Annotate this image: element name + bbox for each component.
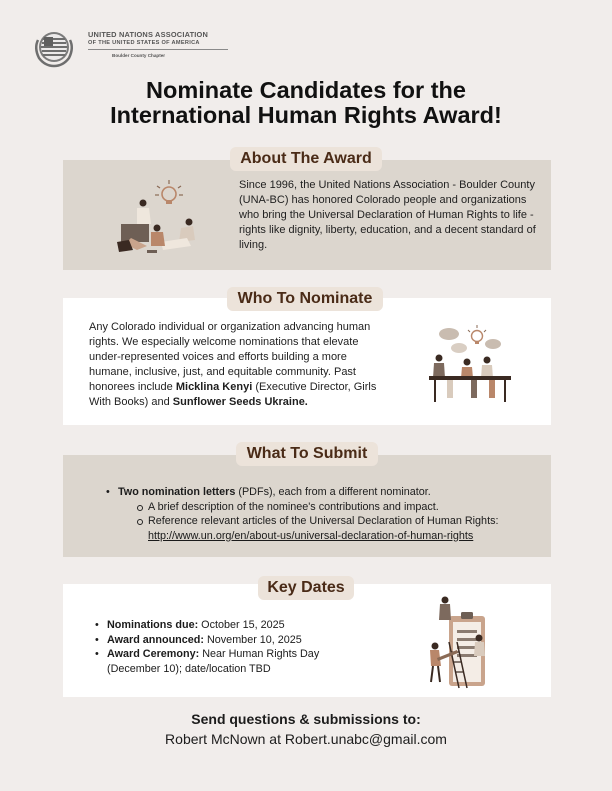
- submit-heading: What To Submit: [236, 442, 378, 466]
- date-value: November 10, 2025: [203, 633, 302, 646]
- submit-sub-item-2: [136, 514, 498, 543]
- date-label: Nominations due:: [107, 619, 199, 631]
- submit-list: [106, 485, 498, 543]
- org-subtitle: OF THE UNITED STATES OF AMERICA: [88, 40, 200, 46]
- submit-sub-item-2-text: Reference relevant articles of the Universal Declaration of Human Rights:: [148, 515, 499, 527]
- date-item-nominations: [95, 618, 319, 633]
- about-text: Since 1996, the United Nations Association - Boulder County (UNA-BC) has honored Colorado people and organizations who bring the Universal Declaration of Human Rights to life - rights like dignity, liberty, education, and a decent standard of living.: [239, 179, 536, 251]
- about-heading: About The Award: [230, 147, 382, 171]
- page-title-line1: Nominate Candidates for the: [146, 77, 466, 103]
- submit-section: [63, 455, 551, 557]
- submit-sub-item-1: A brief description of the nominee's contributions and impact.: [136, 500, 498, 515]
- date-value: October 15, 2025: [198, 619, 285, 631]
- honoree-1-desc: (Executive Director, Girls With Books) and: [89, 381, 377, 408]
- dates-heading: Key Dates: [258, 576, 354, 600]
- submit-item-bold: Two nomination letters: [118, 486, 236, 498]
- dates-list: [95, 618, 319, 676]
- org-chapter: Boulder County Chapter: [112, 53, 166, 58]
- date-label: Award Ceremony:: [107, 648, 200, 660]
- contact-details: Robert McNown at Robert.unabc@gmail.com: [165, 731, 447, 747]
- org-logo: [30, 26, 230, 70]
- date-item-announced: [95, 633, 319, 648]
- date-item-ceremony: [95, 647, 319, 676]
- collaboration-illustration-icon: [107, 176, 203, 258]
- about-section: [63, 160, 551, 270]
- who-text-intro: Any Colorado individual or organization advancing human rights. We especially welcome nominations that elevate under-represented voices and efforts building a more humane, inclusive, just, and equitable community. Past honorees include: [89, 321, 371, 393]
- udhr-link[interactable]: http://www.un.org/en/about-us/universal-declaration-of-human-rights: [148, 529, 474, 542]
- dates-section: [63, 584, 551, 697]
- honoree-1: Micklina Kenyi: [175, 381, 253, 393]
- page-title-line2: International Human Rights Award!: [110, 102, 502, 128]
- un-emblem-icon: [30, 26, 78, 70]
- who-text: [89, 320, 389, 410]
- logo-divider: [88, 49, 228, 50]
- who-heading: Who To Nominate: [227, 287, 383, 311]
- who-section: [63, 298, 551, 425]
- date-value-cont: (December 10); date/location TBD: [107, 662, 271, 675]
- submit-item-rest: (PDFs), each from a different nominator.: [235, 486, 431, 498]
- contact-heading: Send questions & submissions to:: [191, 711, 421, 727]
- submit-sublist: [118, 500, 498, 544]
- page-title: [0, 78, 612, 128]
- submit-item: [106, 485, 498, 543]
- date-label: Award announced:: [107, 633, 204, 646]
- org-name: UNITED NATIONS ASSOCIATION: [88, 30, 209, 39]
- checklist-illustration-icon: [427, 594, 493, 690]
- date-value: Near Human Rights Day: [199, 648, 320, 660]
- honoree-2: Sunflower Seeds Ukraine.: [172, 396, 308, 408]
- meeting-illustration-icon: [427, 322, 515, 406]
